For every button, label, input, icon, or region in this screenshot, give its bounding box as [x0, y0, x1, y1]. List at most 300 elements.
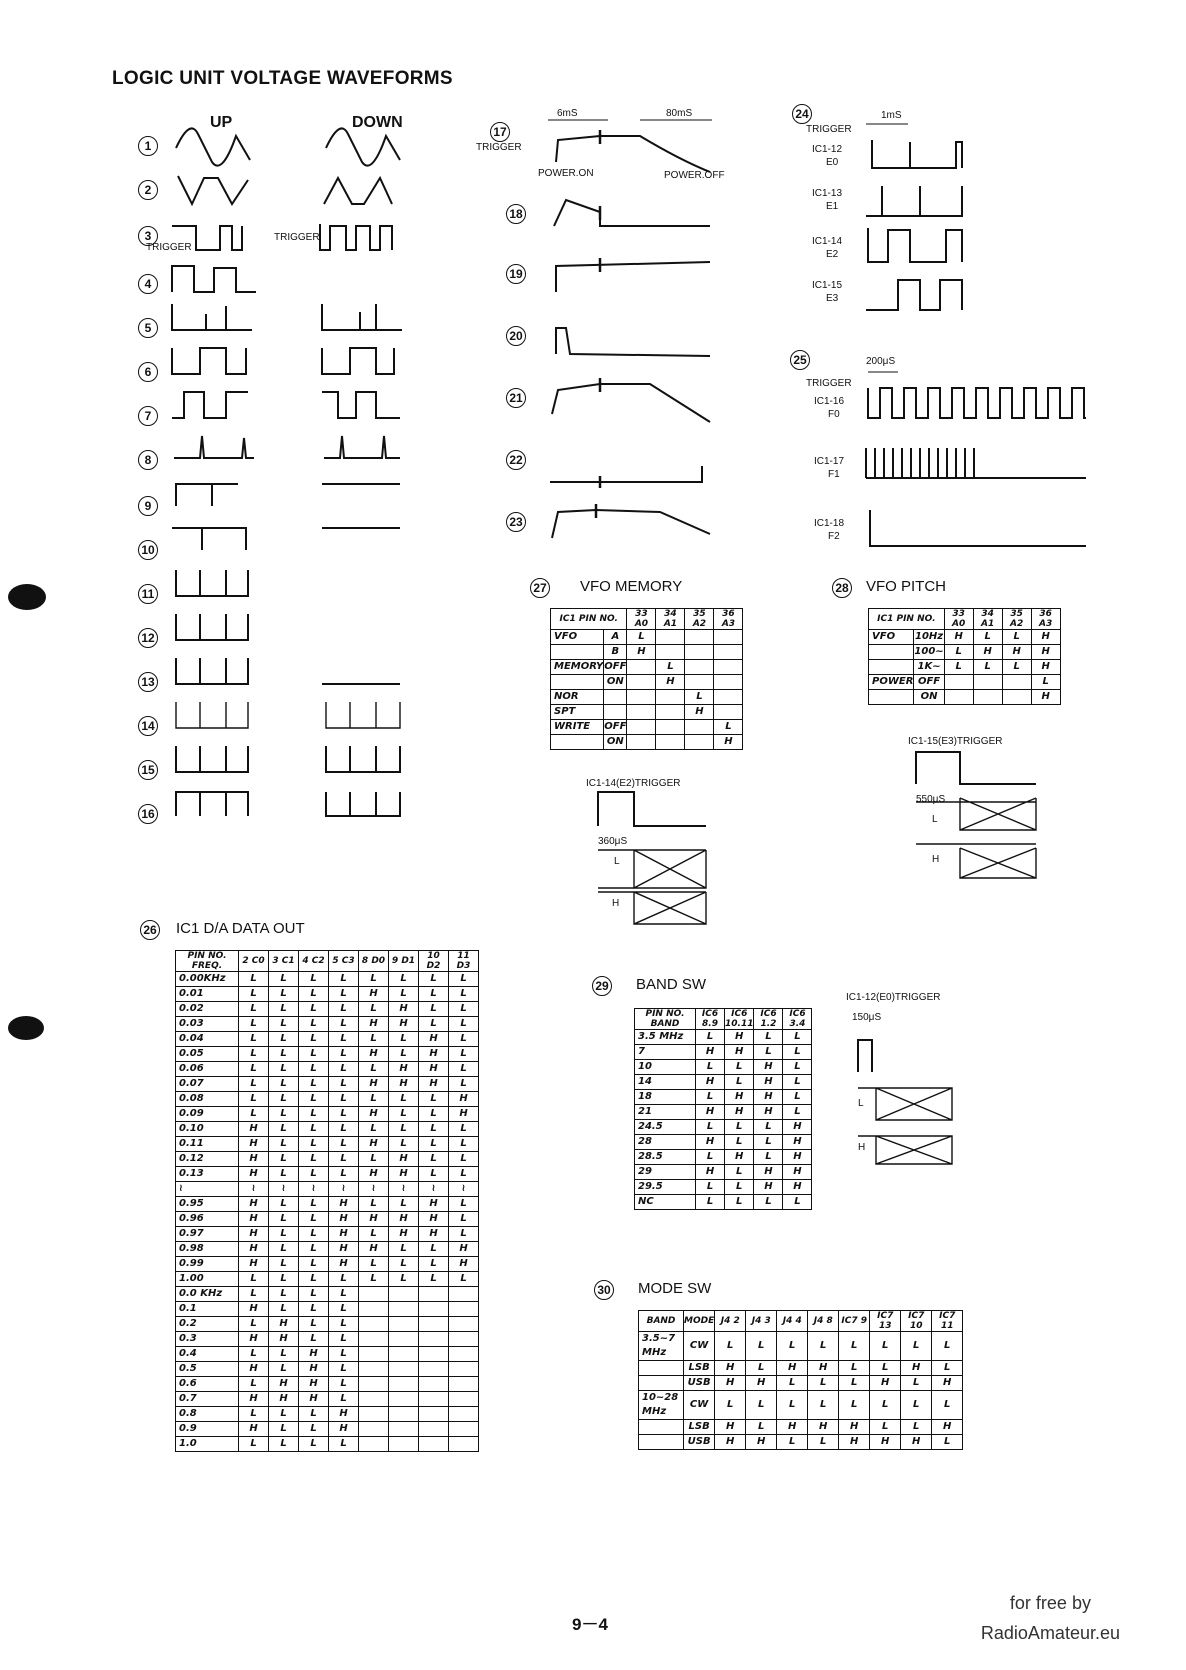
table-cell: L: [389, 1242, 419, 1257]
table-cell: L: [359, 1227, 389, 1242]
down-column-label: DOWN: [352, 114, 403, 131]
table-header-cell: IC7 10: [901, 1311, 932, 1332]
band-sw-table: [634, 1008, 812, 1210]
table-cell: H: [299, 1392, 329, 1407]
table-cell: 0.99: [176, 1257, 239, 1272]
table-row: [176, 1407, 479, 1422]
table-cell: 0.06: [176, 1062, 239, 1077]
vfo-memory-time: 360μS: [598, 836, 628, 847]
table-cell: L: [269, 1437, 299, 1452]
waveform-number: 22: [506, 450, 526, 470]
table-cell: L: [239, 1062, 269, 1077]
table-cell: L: [932, 1435, 963, 1450]
table-cell: H: [239, 1422, 269, 1437]
table-cell: L: [449, 1197, 479, 1212]
table-cell: L: [299, 1137, 329, 1152]
table-cell: L: [329, 1287, 359, 1302]
table-row: [176, 1302, 479, 1317]
table-cell: 24.5: [635, 1120, 696, 1135]
table-cell: H: [696, 1105, 725, 1120]
table-cell: [419, 1392, 449, 1407]
table-cell: H: [239, 1227, 269, 1242]
table-cell: VFO: [869, 630, 914, 645]
table-row: [635, 1135, 812, 1150]
table-cell: H: [783, 1165, 812, 1180]
table-cell: L: [239, 1377, 269, 1392]
table-cell: H: [725, 1150, 754, 1165]
table-cell: L: [299, 1002, 329, 1017]
table-cell: L: [359, 1002, 389, 1017]
table-cell: H: [754, 1105, 783, 1120]
table-cell: H: [389, 1152, 419, 1167]
table-cell: [639, 1435, 684, 1450]
table-cell: L: [419, 1272, 449, 1287]
waveform-number: 5: [138, 318, 158, 338]
vfo-memory-h-label: H: [612, 898, 620, 909]
table-cell: L: [973, 660, 1002, 675]
table-row: [176, 1392, 479, 1407]
table-cell: L: [299, 1062, 329, 1077]
table-cell: L: [359, 1197, 389, 1212]
table-cell: 0.3: [176, 1332, 239, 1347]
table-cell: H: [783, 1135, 812, 1150]
table-cell: L: [239, 1287, 269, 1302]
table-cell: L: [269, 1077, 299, 1092]
table-cell: L: [754, 1135, 783, 1150]
table-cell: L: [777, 1332, 808, 1361]
mode-sw-title: MODE SW: [638, 1280, 712, 1297]
table-header-cell: IC7 13: [870, 1311, 901, 1332]
table-cell: [389, 1347, 419, 1362]
waveform-number: 8: [138, 450, 158, 470]
table-cell: 100~: [914, 645, 944, 660]
table-cell: [449, 1317, 479, 1332]
waveform-17-time-2: 80mS: [666, 108, 693, 119]
table-cell: H: [901, 1361, 932, 1376]
table-cell: ≀: [419, 1182, 449, 1197]
table-cell: H: [449, 1092, 479, 1107]
table-cell: [449, 1437, 479, 1452]
footer-line-2: RadioAmateur.eu: [980, 1623, 1120, 1643]
table-cell: L: [239, 1317, 269, 1332]
table-cell: 10: [635, 1060, 696, 1075]
table-cell: 1.0: [176, 1437, 239, 1452]
waveform-number: 4: [138, 274, 158, 294]
table-cell: L: [389, 1197, 419, 1212]
table-cell: L: [870, 1332, 901, 1361]
waveform-number: 12: [138, 628, 158, 648]
table-cell: [389, 1332, 419, 1347]
table-row: [635, 1120, 812, 1135]
table-cell: H: [754, 1165, 783, 1180]
table-cell: L: [329, 1392, 359, 1407]
table-row: [176, 1242, 479, 1257]
table-header-cell: IC6 8.9: [696, 1009, 725, 1030]
table-cell: 0.4: [176, 1347, 239, 1362]
table-header-cell: 11 D3: [449, 951, 479, 972]
table-cell: L: [359, 1272, 389, 1287]
table-cell: L: [239, 1272, 269, 1287]
table-cell: H: [725, 1045, 754, 1060]
table-cell: CW: [684, 1332, 715, 1361]
table-cell: 0.98: [176, 1242, 239, 1257]
table-cell: CW: [684, 1391, 715, 1420]
table-cell: L: [329, 987, 359, 1002]
band-sw-title: BAND SW: [636, 976, 707, 993]
table-header-cell: J4 4: [777, 1311, 808, 1332]
da-data-number: 26: [140, 920, 160, 940]
table-header-cell: IC6 10.11: [725, 1009, 754, 1029]
table-cell: L: [299, 1437, 329, 1452]
table-cell: L: [299, 1107, 329, 1122]
table-header-cell: J4 8: [808, 1311, 839, 1332]
table-cell: H: [1031, 660, 1060, 675]
table-cell: L: [449, 1272, 479, 1287]
table-cell: H: [1031, 645, 1060, 660]
w25-pin-label: IC1-17: [814, 456, 845, 467]
table-cell: L: [419, 1257, 449, 1272]
waveform-number: 3: [138, 226, 158, 246]
table-cell: L: [696, 1030, 725, 1045]
table-cell: L: [449, 1167, 479, 1182]
waveform-number: 16: [138, 804, 158, 824]
band-sw-l-label: L: [858, 1098, 864, 1109]
table-cell: L: [783, 1195, 812, 1210]
waveform-25-time: 200μS: [866, 356, 896, 367]
table-cell: L: [419, 1017, 449, 1032]
table-header-cell: 33 A0: [944, 609, 973, 630]
table-cell: L: [746, 1420, 777, 1435]
table-cell: H: [389, 1167, 419, 1182]
band-sw-h-label: H: [858, 1142, 866, 1153]
table-cell: 0.6: [176, 1377, 239, 1392]
table-cell: L: [269, 1257, 299, 1272]
table-cell: L: [359, 972, 389, 987]
vfo-memory-l-label: L: [614, 856, 620, 867]
table-cell: L: [359, 1032, 389, 1047]
table-cell: L: [269, 1197, 299, 1212]
table-cell: H: [269, 1392, 299, 1407]
mode-sw-number: 30: [594, 1280, 614, 1300]
table-header-cell: 34 A1: [656, 609, 685, 630]
table-cell: L: [1002, 630, 1031, 645]
table-row: [176, 1152, 479, 1167]
table-cell: 0.97: [176, 1227, 239, 1242]
table-cell: OFF: [914, 675, 944, 690]
table-cell: [359, 1392, 389, 1407]
w25-pin-label: F0: [828, 409, 840, 420]
table-cell: LSB: [684, 1361, 715, 1376]
table-cell: [449, 1422, 479, 1437]
table-cell: L: [329, 1167, 359, 1182]
waveform-24-number: 24: [792, 104, 812, 124]
table-header-cell: PIN NO. FREQ.: [176, 951, 239, 972]
table-cell: L: [808, 1332, 839, 1361]
table-cell: H: [239, 1302, 269, 1317]
table-cell: H: [389, 1017, 419, 1032]
table-cell: [639, 1361, 684, 1376]
table-cell: L: [783, 1030, 812, 1045]
table-cell: L: [299, 1287, 329, 1302]
table-row: [176, 972, 479, 987]
waveform-3-down-trigger-label: TRIGGER: [274, 232, 320, 243]
vfo-memory-trigger-label: IC1-14(E2)TRIGGER: [586, 778, 681, 789]
table-cell: [639, 1376, 684, 1391]
table-cell: L: [449, 972, 479, 987]
table-cell: 0.96: [176, 1212, 239, 1227]
table-cell: H: [783, 1180, 812, 1195]
table-row: [176, 1077, 479, 1092]
table-cell: L: [299, 1332, 329, 1347]
table-row: [639, 1420, 963, 1435]
table-cell: 0.01: [176, 987, 239, 1002]
waveform-number: 21: [506, 388, 526, 408]
table-cell: L: [419, 987, 449, 1002]
table-cell: L: [449, 1152, 479, 1167]
table-cell: H: [239, 1392, 269, 1407]
table-cell: 28.5: [635, 1150, 696, 1165]
table-cell: L: [329, 1092, 359, 1107]
table-cell: L: [329, 1032, 359, 1047]
table-cell: L: [329, 1362, 359, 1377]
table-cell: H: [725, 1090, 754, 1105]
table-cell: H: [725, 1105, 754, 1120]
table-cell: H: [656, 675, 685, 690]
table-cell: H: [359, 987, 389, 1002]
table-row: [176, 1047, 479, 1062]
table-row: [176, 1212, 479, 1227]
waveform-25-trigger-label: TRIGGER: [806, 378, 852, 389]
table-header-cell: 34 A1: [973, 609, 1002, 630]
mode-sw-table: [638, 1310, 963, 1450]
table-cell: [419, 1422, 449, 1437]
table-cell: L: [239, 1047, 269, 1062]
table-cell: L: [329, 1122, 359, 1137]
table-cell: L: [839, 1361, 870, 1376]
table-cell: L: [449, 1212, 479, 1227]
waveform-number: 1: [138, 136, 158, 156]
waveform-number: 23: [506, 512, 526, 532]
table-cell: H: [239, 1122, 269, 1137]
table-cell: L: [932, 1391, 963, 1420]
table-row: [176, 1332, 479, 1347]
table-cell: L: [389, 1107, 419, 1122]
waveform-17-power-off-label: POWER.OFF: [664, 170, 725, 181]
table-cell: L: [783, 1045, 812, 1060]
table-cell: [389, 1287, 419, 1302]
table-cell: L: [1031, 675, 1060, 690]
table-cell: H: [329, 1242, 359, 1257]
table-cell: L: [419, 972, 449, 987]
table-cell: H: [389, 1227, 419, 1242]
table-cell: ≀: [449, 1182, 479, 1197]
table-cell: 10Hz: [914, 630, 944, 645]
table-cell: L: [299, 1407, 329, 1422]
table-cell: L: [329, 972, 359, 987]
table-cell: [389, 1377, 419, 1392]
table-cell: L: [754, 1195, 783, 1210]
table-row: [176, 987, 479, 1002]
table-cell: 0.05: [176, 1047, 239, 1062]
table-row: [635, 1060, 812, 1075]
table-cell: 14: [635, 1075, 696, 1090]
table-cell: L: [715, 1391, 746, 1420]
table-cell: H: [239, 1242, 269, 1257]
table-cell: OFF: [604, 660, 627, 675]
table-cell: L: [449, 1002, 479, 1017]
table-cell: L: [696, 1195, 725, 1210]
table-cell: H: [419, 1032, 449, 1047]
table-cell: H: [359, 1047, 389, 1062]
table-cell: [639, 1420, 684, 1435]
waveform-24-trigger-label: TRIGGER: [806, 124, 852, 135]
table-cell: H: [746, 1435, 777, 1450]
table-cell: L: [696, 1090, 725, 1105]
table-cell: [359, 1437, 389, 1452]
table-cell: L: [725, 1195, 754, 1210]
table-cell: [419, 1287, 449, 1302]
table-header-cell: MODE: [684, 1311, 715, 1332]
table-row: [635, 1075, 812, 1090]
table-cell: L: [269, 1122, 299, 1137]
table-row: [639, 1361, 963, 1376]
table-cell: [419, 1347, 449, 1362]
waveform-17-trigger-label: TRIGGER: [476, 142, 522, 153]
table-cell: ≀: [176, 1182, 239, 1197]
waveform-3-up-trigger-label: TRIGGER: [146, 242, 192, 253]
table-header-cell: IC1 PIN NO.: [551, 609, 627, 630]
table-cell: ≀: [359, 1182, 389, 1197]
table-cell: 0.11: [176, 1137, 239, 1152]
table-header-cell: IC6 1.2: [754, 1009, 783, 1030]
table-cell: L: [299, 1122, 329, 1137]
table-cell: L: [725, 1135, 754, 1150]
waveform-number: 10: [138, 540, 158, 560]
table-cell: H: [299, 1377, 329, 1392]
table-cell: 28: [635, 1135, 696, 1150]
w25-pin-label: F2: [828, 531, 840, 542]
table-cell: 0.12: [176, 1152, 239, 1167]
table-cell: H: [944, 630, 973, 645]
table-cell: L: [419, 1242, 449, 1257]
table-cell: H: [239, 1257, 269, 1272]
table-cell: L: [269, 1242, 299, 1257]
table-row: [639, 1376, 963, 1391]
da-data-table: [175, 950, 479, 1452]
table-header-cell: 2 C0: [239, 951, 269, 972]
table-cell: [389, 1422, 419, 1437]
da-data-title: IC1 D/A DATA OUT: [176, 920, 305, 937]
table-cell: [449, 1332, 479, 1347]
table-cell: L: [973, 630, 1002, 645]
table-cell: H: [783, 1150, 812, 1165]
table-cell: L: [299, 1302, 329, 1317]
table-cell: H: [754, 1180, 783, 1195]
table-cell: 29: [635, 1165, 696, 1180]
table-cell: H: [329, 1422, 359, 1437]
table-cell: [389, 1317, 419, 1332]
table-cell: 0.08: [176, 1092, 239, 1107]
w24-pin-label: E3: [826, 293, 839, 304]
table-cell: H: [1031, 690, 1060, 705]
table-cell: L: [839, 1391, 870, 1420]
table-cell: L: [944, 660, 973, 675]
table-cell: L: [389, 1122, 419, 1137]
table-cell: L: [299, 1242, 329, 1257]
table-header-row: [635, 1009, 812, 1030]
table-cell: [449, 1407, 479, 1422]
table-row: [176, 1362, 479, 1377]
table-cell: H: [973, 645, 1002, 660]
table-cell: H: [714, 735, 743, 750]
table-cell: 0.2: [176, 1317, 239, 1332]
table-cell: L: [449, 1077, 479, 1092]
table-cell: L: [239, 987, 269, 1002]
table-cell: H: [627, 645, 656, 660]
table-cell: H: [239, 1167, 269, 1182]
table-cell: [419, 1317, 449, 1332]
table-cell: L: [269, 1062, 299, 1077]
table-cell: 0.8: [176, 1407, 239, 1422]
w25-pin-label: IC1-16: [814, 396, 845, 407]
w24-pin-label: E2: [826, 249, 839, 260]
table-cell: 10~28 MHz: [639, 1391, 684, 1420]
up-column-label: UP: [210, 114, 233, 131]
table-cell: L: [329, 1377, 359, 1392]
table-cell: VFO: [551, 630, 604, 645]
table-cell: [359, 1407, 389, 1422]
table-cell: 21: [635, 1105, 696, 1120]
table-row: [176, 1017, 479, 1032]
table-cell: L: [1002, 660, 1031, 675]
table-row: [635, 1090, 812, 1105]
table-cell: H: [329, 1257, 359, 1272]
table-cell: H: [901, 1435, 932, 1450]
table-cell: L: [329, 1347, 359, 1362]
waveform-number: 20: [506, 326, 526, 346]
table-cell: H: [449, 1242, 479, 1257]
table-cell: POWER: [869, 675, 914, 690]
table-cell: L: [932, 1361, 963, 1376]
table-cell: L: [269, 1167, 299, 1182]
table-cell: L: [696, 1120, 725, 1135]
table-cell: WRITE: [551, 720, 604, 735]
table-cell: H: [299, 1347, 329, 1362]
table-header-cell: 5 C3: [329, 951, 359, 972]
table-cell: 0.13: [176, 1167, 239, 1182]
footer-credit: [981, 1588, 1120, 1648]
table-cell: H: [870, 1435, 901, 1450]
table-cell: L: [754, 1045, 783, 1060]
table-cell: L: [269, 1272, 299, 1287]
table-cell: L: [239, 972, 269, 987]
table-cell: L: [746, 1332, 777, 1361]
table-cell: L: [329, 1107, 359, 1122]
table-cell: L: [239, 1407, 269, 1422]
table-cell: L: [656, 660, 685, 675]
table-cell: L: [239, 1092, 269, 1107]
table-header-cell: BAND: [639, 1311, 684, 1332]
table-row: [635, 1165, 812, 1180]
table-row: [176, 1377, 479, 1392]
table-cell: ≀: [329, 1182, 359, 1197]
table-cell: L: [239, 1017, 269, 1032]
table-row: [176, 1257, 479, 1272]
vfo-pitch-h-label: H: [932, 854, 940, 865]
table-row: [635, 1045, 812, 1060]
table-cell: L: [299, 1317, 329, 1332]
table-cell: L: [389, 1092, 419, 1107]
